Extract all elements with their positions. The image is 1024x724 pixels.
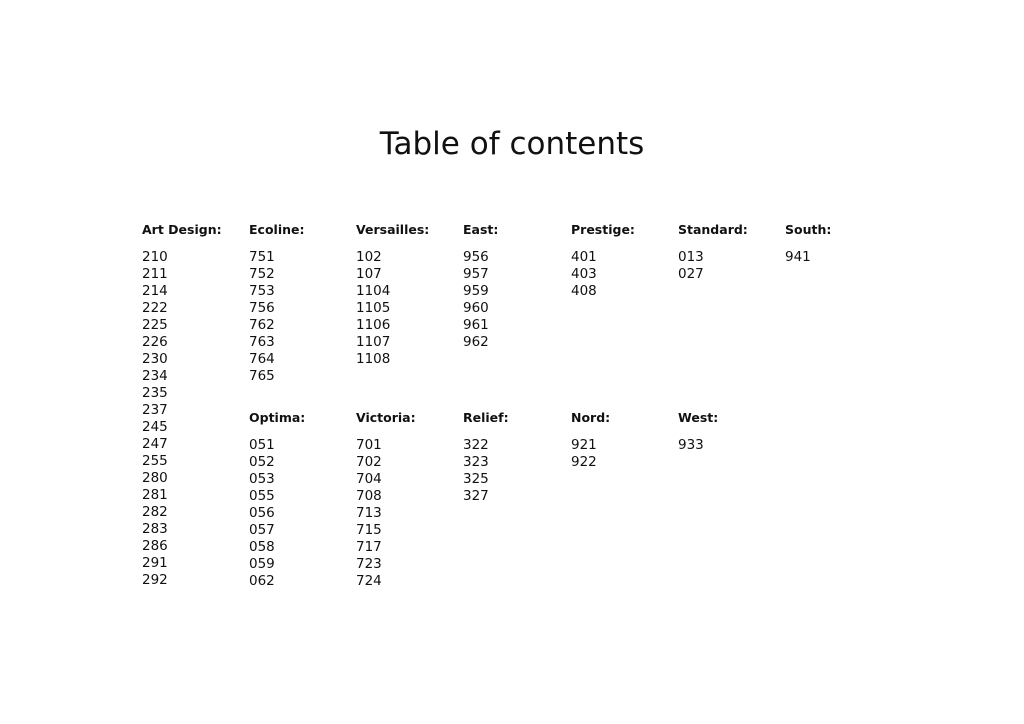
list-item: 921	[571, 437, 597, 453]
section-item-list	[142, 249, 247, 589]
list-item: 211	[142, 266, 168, 282]
list-item: 055	[249, 488, 275, 504]
section-item-list	[571, 249, 676, 300]
section-heading: Relief:	[463, 410, 509, 425]
list-item: 752	[249, 266, 275, 282]
list-item: 053	[249, 471, 275, 487]
list-item: 057	[249, 522, 275, 538]
section-heading: Ecoline:	[249, 222, 305, 237]
list-item: 235	[142, 385, 168, 401]
section-art-design	[142, 222, 247, 589]
list-item: 052	[249, 454, 275, 470]
section-relief	[463, 410, 568, 505]
list-item: 765	[249, 368, 275, 384]
section-item-list	[571, 437, 676, 471]
section-item-list	[249, 437, 354, 590]
list-item: 723	[356, 556, 382, 572]
list-item: 704	[356, 471, 382, 487]
list-item: 059	[249, 556, 275, 572]
list-item: 225	[142, 317, 168, 333]
list-item: 1108	[356, 351, 391, 367]
list-item: 941	[785, 249, 811, 265]
section-heading: Art Design:	[142, 222, 222, 237]
list-item: 283	[142, 521, 168, 537]
section-item-list	[463, 437, 568, 505]
list-item: 058	[249, 539, 275, 555]
section-standard	[678, 222, 783, 283]
section-prestige	[571, 222, 676, 300]
section-heading: Prestige:	[571, 222, 635, 237]
section-item-list	[249, 249, 354, 385]
list-item: 051	[249, 437, 275, 453]
list-item: 962	[463, 334, 489, 350]
list-item: 922	[571, 454, 597, 470]
list-item: 959	[463, 283, 489, 299]
section-west	[678, 410, 783, 454]
list-item: 027	[678, 266, 704, 282]
list-item: 408	[571, 283, 597, 299]
list-item: 717	[356, 539, 382, 555]
list-item: 764	[249, 351, 275, 367]
section-east	[463, 222, 568, 351]
list-item: 062	[249, 573, 275, 589]
list-item: 1104	[356, 283, 391, 299]
list-item: 237	[142, 402, 168, 418]
section-heading: Victoria:	[356, 410, 416, 425]
list-item: 247	[142, 436, 168, 452]
list-item: 281	[142, 487, 168, 503]
list-item: 292	[142, 572, 168, 588]
section-versailles	[356, 222, 461, 368]
list-item: 957	[463, 266, 489, 282]
list-item: 401	[571, 249, 597, 265]
list-item: 763	[249, 334, 275, 350]
list-item: 226	[142, 334, 168, 350]
list-item: 762	[249, 317, 275, 333]
list-item: 282	[142, 504, 168, 520]
section-item-list	[678, 437, 783, 454]
section-heading: Nord:	[571, 410, 611, 425]
section-optima	[249, 410, 354, 590]
list-item: 056	[249, 505, 275, 521]
list-item: 403	[571, 266, 597, 282]
list-item: 013	[678, 249, 704, 265]
list-item: 751	[249, 249, 275, 265]
list-item: 323	[463, 454, 489, 470]
list-item: 756	[249, 300, 275, 316]
section-ecoline	[249, 222, 354, 385]
section-heading: Versailles:	[356, 222, 430, 237]
list-item: 214	[142, 283, 168, 299]
list-item: 724	[356, 573, 382, 589]
list-item: 230	[142, 351, 168, 367]
list-item: 713	[356, 505, 382, 521]
list-item: 286	[142, 538, 168, 554]
list-item: 753	[249, 283, 275, 299]
section-nord	[571, 410, 676, 471]
list-item: 280	[142, 470, 168, 486]
list-item: 291	[142, 555, 168, 571]
section-heading: South:	[785, 222, 832, 237]
section-item-list	[356, 437, 461, 590]
list-item: 715	[356, 522, 382, 538]
section-item-list	[678, 249, 783, 283]
section-heading: East:	[463, 222, 499, 237]
list-item: 322	[463, 437, 489, 453]
list-item: 102	[356, 249, 382, 265]
list-item: 1107	[356, 334, 391, 350]
list-item: 708	[356, 488, 382, 504]
page-title: Table of contents	[379, 126, 645, 162]
list-item: 956	[463, 249, 489, 265]
section-heading: Standard:	[678, 222, 748, 237]
list-item: 1106	[356, 317, 391, 333]
list-item: 327	[463, 488, 489, 504]
list-item: 701	[356, 437, 382, 453]
section-heading: Optima:	[249, 410, 306, 425]
section-heading: West:	[678, 410, 719, 425]
list-item: 222	[142, 300, 168, 316]
list-item: 933	[678, 437, 704, 453]
list-item: 960	[463, 300, 489, 316]
list-item: 1105	[356, 300, 391, 316]
list-item: 245	[142, 419, 168, 435]
list-item: 234	[142, 368, 168, 384]
list-item: 702	[356, 454, 382, 470]
section-item-list	[356, 249, 461, 368]
list-item: 255	[142, 453, 168, 469]
list-item: 210	[142, 249, 168, 265]
list-item: 325	[463, 471, 489, 487]
section-south	[785, 222, 890, 266]
section-victoria	[356, 410, 461, 590]
section-item-list	[463, 249, 568, 351]
list-item: 961	[463, 317, 489, 333]
section-item-list	[785, 249, 890, 266]
list-item: 107	[356, 266, 382, 282]
